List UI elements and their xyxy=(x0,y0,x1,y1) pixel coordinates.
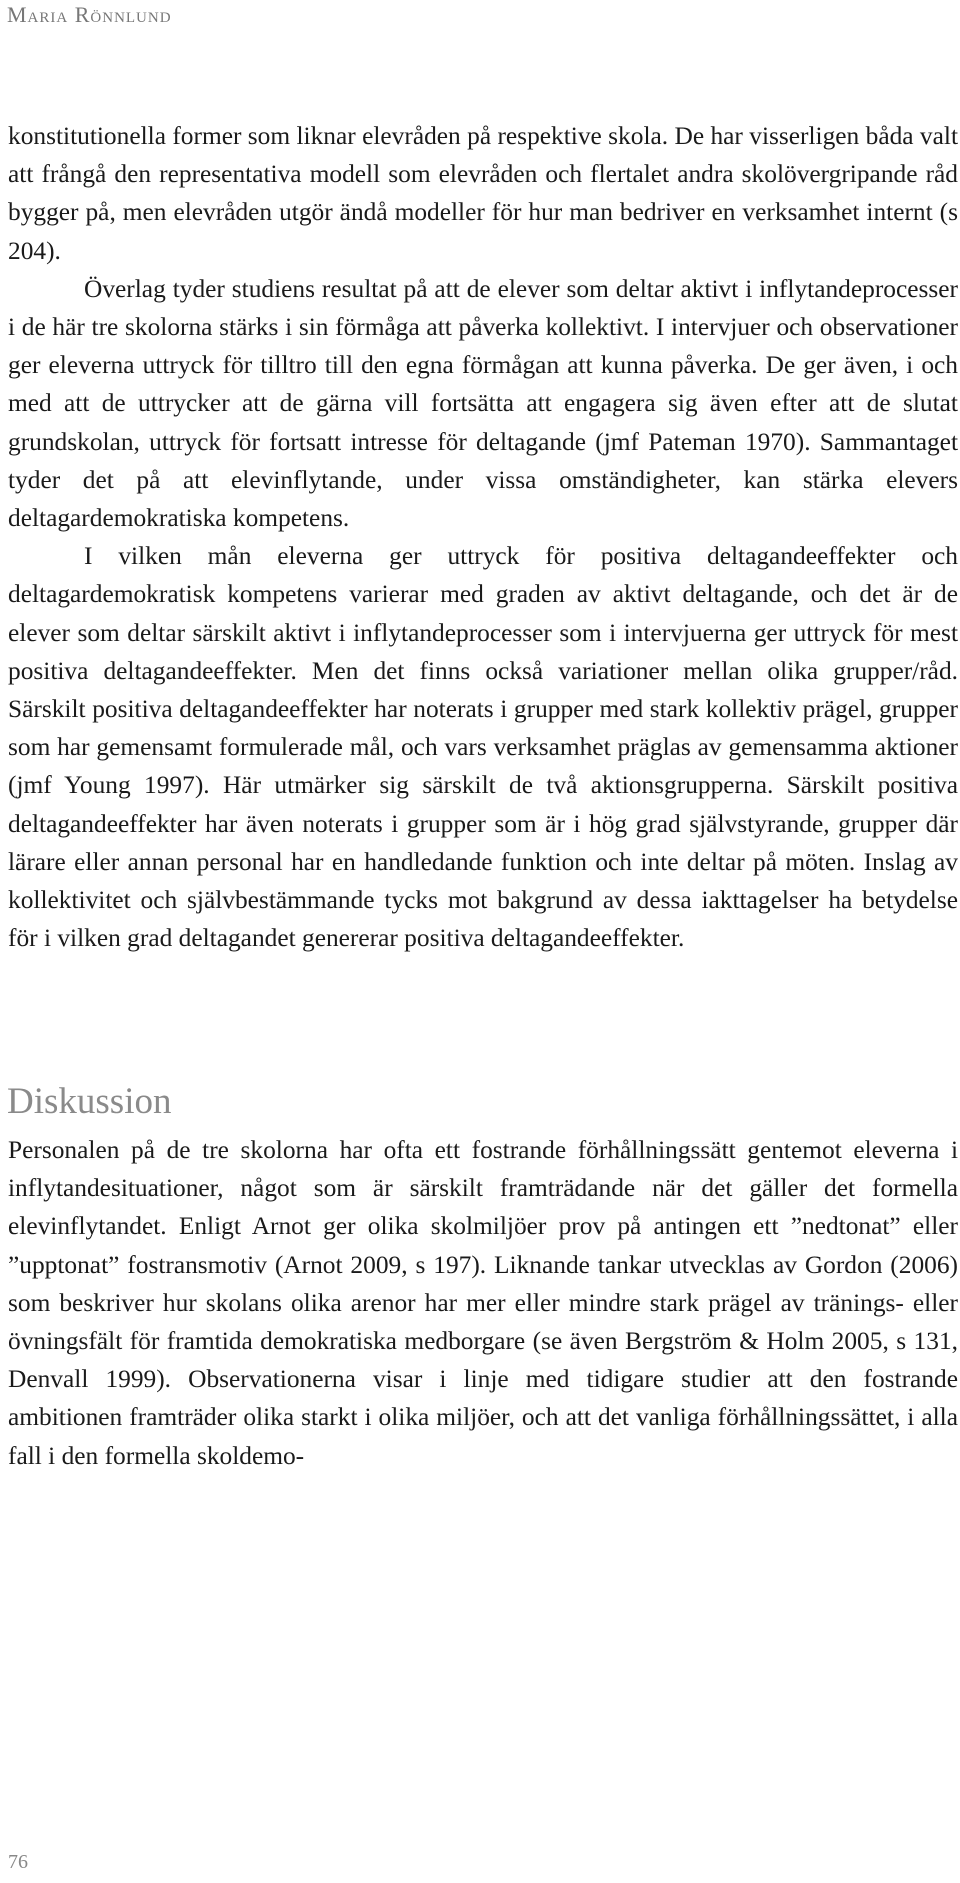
body-text-section-2 xyxy=(8,1131,958,1475)
paragraph: I vilken mån eleverna ger uttryck för positiva deltagandeeffekter och deltagardemokratisk kompetens varierar med graden av aktivt deltagande, och det är de elever som deltar särskilt aktivt i inflytandeprocesser som i intervjuerna ger uttryck för mest positiva deltagandeeffekter. Men det finns också variationer mellan olika grupper/råd. Särskilt positiva deltagandeeffekter har noterats i grupper med stark kollektiv prägel, grupper som har gemensamt formulerade mål, och vars verksamhet präglas av gemensamma aktioner (jmf Young 1997). Här utmärker sig särskilt de två aktionsgrupperna. Särskilt positiva deltagandeeffekter har även noterats i grupper som är i hög grad självstyrande, grupper där lärare eller annan personal har en handledande funktion och inte deltar på möten. Inslag av kollektivitet och självbestämmande tycks mot bakgrund av dessa iakttagelser ha betydelse för i vilken grad deltagandet genererar positiva deltagandeeffekter. xyxy=(8,542,958,953)
running-head: Maria Rönnlund xyxy=(7,2,172,27)
page-number: 76 xyxy=(8,1851,28,1873)
paragraph: konstitutionella former som liknar elevråden på respektive skola. De har visserligen båda valt att frångå den representativa modell som elevråden och flertalet andra skolövergripande råd bygger på, men elevråden utgör ändå modeller för hur man bedriver en verksamhet internt (s 204). xyxy=(8,122,958,265)
section-heading: Diskussion xyxy=(7,1081,172,1122)
body-text-section-1 xyxy=(8,117,958,957)
paragraph: Överlag tyder studiens resultat på att de elever som deltar aktivt i inflytandeprocesser i de här tre skolorna stärks i sin förmåga att påverka kollektivt. I intervjuer och observationer ger eleverna uttryck för tilltro till den egna förmågan att kunna påverka. De ger även, i och med att de uttrycker att de gärna vill fortsätta att engagera sig även efter att de slutat grundskolan, uttryck för fortsatt intresse för deltagande (jmf Pateman 1970). Sammantaget tyder det på att elevinflytande, under vissa omständigheter, kan stärka elevers deltagardemokratiska kompetens. xyxy=(8,274,958,533)
paragraph: Personalen på de tre skolorna har ofta ett fostrande förhållningssätt gentemot eleverna i inflytandesituationer, något som är särskilt framträdande när det gäller det formella elevinflytandet. Enligt Arnot ger olika skolmiljöer prov på antingen ett ”nedtonat” eller ”upptonat” fostransmotiv (Arnot 2009, s 197). Liknande tankar utvecklas av Gordon (2006) som beskriver hur skolans olika arenor har mer eller mindre stark prägel av tränings- eller övningsfält för framtida demokratiska medborgare (se även Bergström & Holm 2005, s 131, Denvall 1999). Observationerna visar i linje med tidigare studier att den fostrande ambitionen framträder olika starkt i olika miljöer, och att det vanliga förhållningssättet, i alla fall i den formella skoldemo- xyxy=(8,1136,958,1470)
